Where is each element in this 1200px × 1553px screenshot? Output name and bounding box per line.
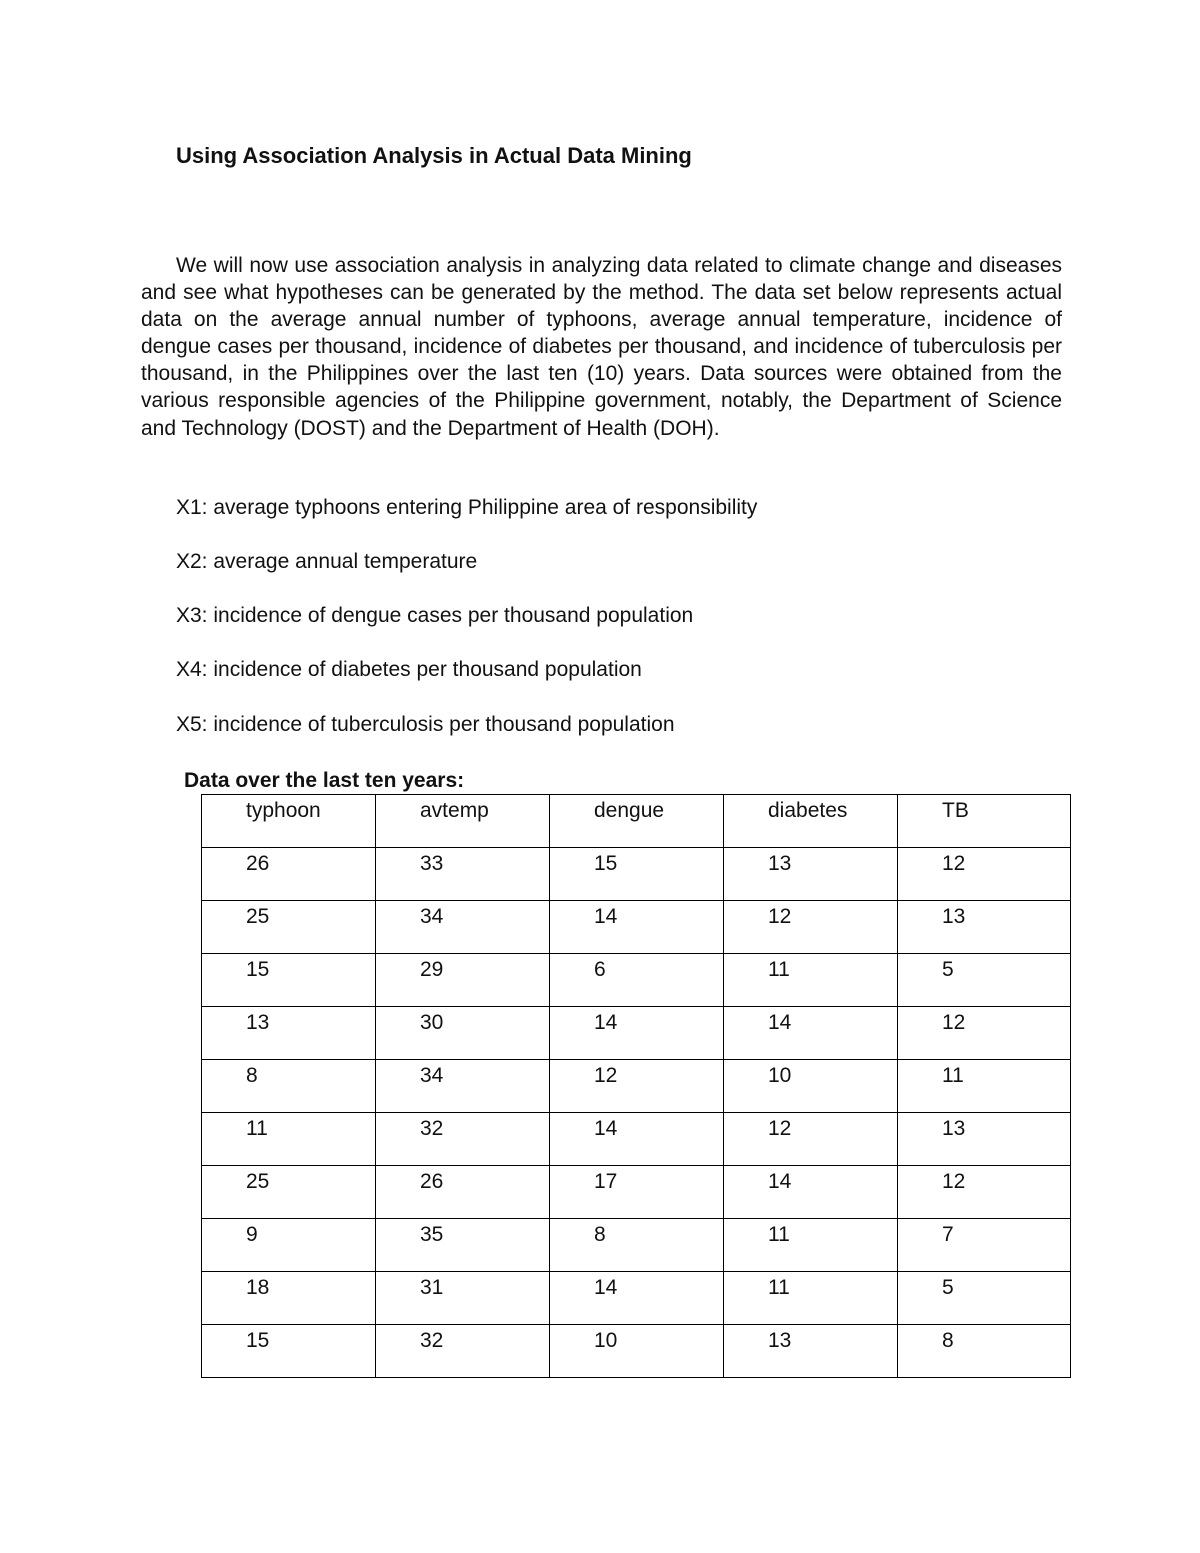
table-cell bbox=[550, 848, 724, 901]
table-cell bbox=[550, 1060, 724, 1113]
cell-typhoon: 18 bbox=[246, 1276, 270, 1299]
table-cell bbox=[724, 954, 898, 1007]
table-cell bbox=[202, 901, 376, 954]
variable-x5: X5: incidence of tuberculosis per thousand population bbox=[176, 713, 675, 736]
table-row bbox=[202, 1272, 1071, 1325]
table-cell bbox=[898, 1113, 1071, 1166]
cell-avtemp: 31 bbox=[420, 1276, 444, 1299]
table-cell bbox=[550, 901, 724, 954]
cell-typhoon: 25 bbox=[246, 905, 270, 928]
cell-diabetes: 14 bbox=[768, 1011, 792, 1034]
table-cell bbox=[376, 848, 550, 901]
table-cell bbox=[724, 848, 898, 901]
table-cell bbox=[898, 901, 1071, 954]
header-dengue: dengue bbox=[594, 799, 665, 822]
data-table bbox=[201, 794, 1071, 1378]
cell-dengue: 14 bbox=[594, 1011, 618, 1034]
table-cell bbox=[898, 954, 1071, 1007]
header-cell bbox=[550, 795, 724, 848]
header-cell bbox=[202, 795, 376, 848]
table-cell bbox=[550, 1166, 724, 1219]
cell-typhoon: 26 bbox=[246, 852, 270, 875]
table-cell bbox=[202, 1007, 376, 1060]
cell-avtemp: 30 bbox=[420, 1011, 444, 1034]
table-cell bbox=[376, 1060, 550, 1113]
table-cell bbox=[376, 1007, 550, 1060]
table-cell bbox=[898, 1219, 1071, 1272]
cell-typhoon: 15 bbox=[246, 958, 270, 981]
cell-tb: 13 bbox=[942, 1117, 966, 1140]
cell-tb: 5 bbox=[942, 958, 954, 981]
table-cell bbox=[202, 1166, 376, 1219]
table-cell bbox=[724, 1113, 898, 1166]
cell-dengue: 8 bbox=[594, 1223, 606, 1246]
cell-typhoon: 9 bbox=[246, 1223, 258, 1246]
table-cell bbox=[724, 1060, 898, 1113]
cell-avtemp: 32 bbox=[420, 1117, 444, 1140]
table-cell bbox=[376, 1166, 550, 1219]
table-cell bbox=[550, 1007, 724, 1060]
cell-diabetes: 10 bbox=[768, 1064, 792, 1087]
cell-diabetes: 14 bbox=[768, 1170, 792, 1193]
table-cell bbox=[376, 954, 550, 1007]
cell-diabetes: 13 bbox=[768, 1329, 792, 1352]
cell-typhoon: 13 bbox=[246, 1011, 270, 1034]
table-cell bbox=[724, 901, 898, 954]
cell-avtemp: 32 bbox=[420, 1329, 444, 1352]
table-row bbox=[202, 1060, 1071, 1113]
table-cell bbox=[724, 1007, 898, 1060]
table-cell bbox=[376, 1113, 550, 1166]
table-cell bbox=[898, 1166, 1071, 1219]
table-cell bbox=[202, 1272, 376, 1325]
cell-avtemp: 26 bbox=[420, 1170, 444, 1193]
header-avtemp: avtemp bbox=[420, 799, 489, 822]
table-row bbox=[202, 1113, 1071, 1166]
cell-typhoon: 11 bbox=[246, 1117, 268, 1140]
cell-diabetes: 13 bbox=[768, 852, 792, 875]
cell-tb: 12 bbox=[942, 1011, 966, 1034]
table-cell bbox=[898, 1007, 1071, 1060]
table-cell bbox=[550, 1272, 724, 1325]
cell-tb: 13 bbox=[942, 905, 966, 928]
cell-dengue: 14 bbox=[594, 905, 618, 928]
cell-avtemp: 34 bbox=[420, 905, 444, 928]
cell-tb: 7 bbox=[942, 1223, 954, 1246]
table-row bbox=[202, 901, 1071, 954]
table-row bbox=[202, 1219, 1071, 1272]
cell-tb: 5 bbox=[942, 1276, 954, 1299]
table-cell bbox=[550, 1113, 724, 1166]
variable-x2: X2: average annual temperature bbox=[176, 550, 478, 573]
table-cell bbox=[202, 954, 376, 1007]
table-row bbox=[202, 1166, 1071, 1219]
cell-typhoon: 8 bbox=[246, 1064, 258, 1087]
cell-dengue: 6 bbox=[594, 958, 606, 981]
table-body bbox=[202, 795, 1071, 1378]
cell-dengue: 17 bbox=[594, 1170, 618, 1193]
cell-avtemp: 29 bbox=[420, 958, 444, 981]
table-cell bbox=[376, 1325, 550, 1378]
table-cell bbox=[898, 848, 1071, 901]
table-cell bbox=[202, 848, 376, 901]
cell-tb: 12 bbox=[942, 852, 966, 875]
header-cell bbox=[898, 795, 1071, 848]
cell-dengue: 14 bbox=[594, 1117, 618, 1140]
table-cell bbox=[898, 1272, 1071, 1325]
table-cell bbox=[898, 1060, 1071, 1113]
intro-paragraph: We will now use association analysis in analyzing data related to climate change and diseases and see what hypotheses can be generated by the method. The data set below represents actual data on the average annual number of typhoons, average annual temperature, incidence of dengue cases per thousand, incidence of diabetes per thousand, and incidence of tuberculosis per thousand, in the Philippines over the last ten (10) years. Data sources were obtained from the various responsible agencies of the Philippine government, notably, the Department of Science and Technology (DOST) and the Department of Health (DOH). bbox=[141, 254, 1062, 440]
cell-diabetes: 12 bbox=[768, 1117, 792, 1140]
cell-dengue: 10 bbox=[594, 1329, 618, 1352]
cell-diabetes: 11 bbox=[768, 958, 790, 981]
table-cell bbox=[724, 1272, 898, 1325]
variable-x1: X1: average typhoons entering Philippine area of responsibility bbox=[176, 496, 758, 519]
table-cell bbox=[376, 901, 550, 954]
table-row bbox=[202, 1325, 1071, 1378]
cell-tb: 12 bbox=[942, 1170, 966, 1193]
cell-tb: 11 bbox=[942, 1064, 964, 1087]
cell-diabetes: 11 bbox=[768, 1276, 790, 1299]
cell-dengue: 14 bbox=[594, 1276, 618, 1299]
table-cell bbox=[376, 1272, 550, 1325]
cell-dengue: 15 bbox=[594, 852, 618, 875]
variable-x3: X3: incidence of dengue cases per thousand population bbox=[176, 604, 694, 627]
table-row bbox=[202, 848, 1071, 901]
header-cell bbox=[724, 795, 898, 848]
table-row bbox=[202, 954, 1071, 1007]
document-title: Using Association Analysis in Actual Data Mining bbox=[176, 143, 692, 168]
table-caption: Data over the last ten years: bbox=[184, 769, 465, 792]
table-cell bbox=[550, 1219, 724, 1272]
table-cell bbox=[202, 1325, 376, 1378]
cell-typhoon: 15 bbox=[246, 1329, 270, 1352]
table-header-row bbox=[202, 795, 1071, 848]
cell-tb: 8 bbox=[942, 1329, 954, 1352]
cell-diabetes: 12 bbox=[768, 905, 792, 928]
header-tb: TB bbox=[942, 799, 969, 822]
table-cell bbox=[898, 1325, 1071, 1378]
table-cell bbox=[550, 1325, 724, 1378]
table-cell bbox=[202, 1060, 376, 1113]
table-cell bbox=[202, 1219, 376, 1272]
variable-x4: X4: incidence of diabetes per thousand population bbox=[176, 658, 642, 681]
cell-avtemp: 34 bbox=[420, 1064, 444, 1087]
cell-diabetes: 11 bbox=[768, 1223, 790, 1246]
cell-avtemp: 35 bbox=[420, 1223, 444, 1246]
table-cell bbox=[376, 1219, 550, 1272]
cell-avtemp: 33 bbox=[420, 852, 444, 875]
table-cell bbox=[550, 954, 724, 1007]
cell-dengue: 12 bbox=[594, 1064, 618, 1087]
table-cell bbox=[724, 1166, 898, 1219]
header-diabetes: diabetes bbox=[768, 799, 848, 822]
table-cell bbox=[724, 1325, 898, 1378]
header-typhoon: typhoon bbox=[246, 799, 321, 822]
table-row bbox=[202, 1007, 1071, 1060]
table-cell bbox=[724, 1219, 898, 1272]
header-cell bbox=[376, 795, 550, 848]
table-cell bbox=[202, 1113, 376, 1166]
cell-typhoon: 25 bbox=[246, 1170, 270, 1193]
